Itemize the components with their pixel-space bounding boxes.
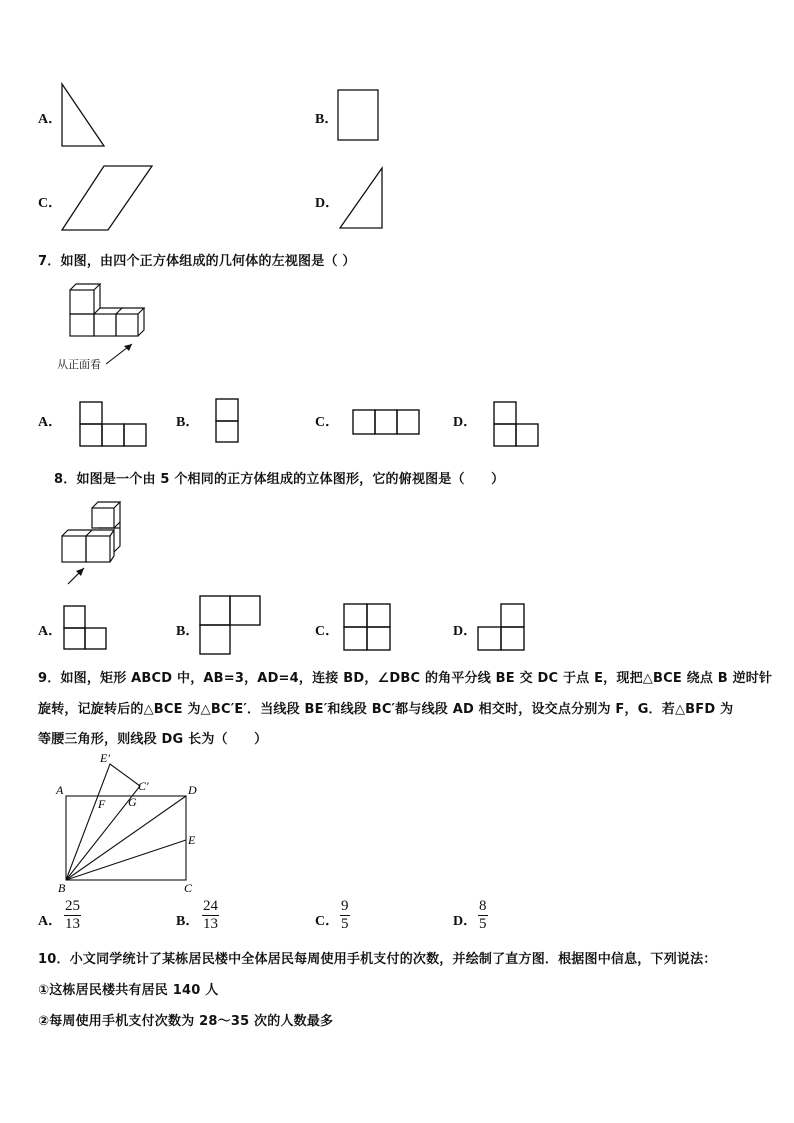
q9-question-line-3: 等腰三角形，则线段 DG 长为（ ） — [38, 732, 268, 747]
q7-option-a-figure — [78, 400, 152, 450]
q7-view-caption: 从正面看 — [57, 358, 101, 371]
q9-option-b-denominator: 13 — [203, 916, 218, 932]
q9-rectangle-figure — [52, 748, 212, 896]
q9-option-c-fraction — [340, 898, 350, 933]
q8-option-d-label: D． — [453, 624, 478, 639]
q9-question-line-1: 9．如图，矩形 ABCD 中，AB=3，AD=4，连接 BD，∠DBC 的角平分线 BE 交 DC 于点 E，现把△BCE 绕点 B 逆时针 — [38, 671, 773, 686]
q7-question-text: 7．如图，由四个正方体组成的几何体的左视图是（ ） — [38, 254, 356, 269]
q7-option-d-label: D． — [453, 415, 478, 430]
q8-option-a-figure — [62, 604, 112, 654]
q9-option-a-numerator: 25 — [65, 898, 80, 914]
q9-option-d-numerator: 8 — [479, 898, 487, 914]
q8-option-b-figure — [198, 594, 264, 656]
q9-label-f: F — [98, 797, 106, 811]
q6-option-a-label: A． — [38, 112, 63, 127]
q7-option-c-figure — [351, 408, 423, 438]
q6-option-c-label: C． — [38, 196, 63, 211]
q6-option-a-figure — [60, 82, 110, 150]
q9-option-c-denominator: 5 — [341, 916, 349, 932]
q9-label-b: B — [58, 881, 66, 895]
q8-solid-figure — [56, 498, 136, 594]
q9-label-g: G — [128, 795, 137, 809]
q9-option-a-denominator: 13 — [65, 916, 80, 932]
q9-label-d: D — [188, 783, 197, 797]
q7-option-a-label: A． — [38, 415, 63, 430]
q10-statement-2: ②每周使用手机支付次数为 28～35 次的人数最多 — [38, 1014, 334, 1029]
q8-option-d-figure — [476, 602, 528, 654]
q9-label-e: E — [188, 833, 196, 847]
q6-option-b-label: B． — [315, 112, 339, 127]
q9-option-a-label: A． — [38, 914, 63, 929]
q6-option-b-figure — [336, 88, 382, 144]
q7-option-c-label: C． — [315, 415, 340, 430]
q6-option-d-figure — [338, 166, 388, 232]
q8-option-a-label: A． — [38, 624, 63, 639]
q9-option-d-denominator: 5 — [479, 916, 487, 932]
q8-option-c-figure — [342, 602, 394, 654]
q9-label-e-prime: E′ — [100, 751, 110, 765]
q7-option-d-figure — [492, 400, 544, 450]
q9-option-b-label: B． — [176, 914, 200, 929]
q7-option-b-label: B． — [176, 415, 200, 430]
q9-option-a-fraction — [64, 898, 81, 933]
q9-question-line-2: 旋转，记旋转后的△BCE 为△BC′E′．当线段 BE′和线段 BC′都与线段 AD 相交时，设交点分别为 F，G．若△BFD 为 — [38, 702, 734, 717]
q8-option-b-label: B． — [176, 624, 200, 639]
q8-option-c-label: C． — [315, 624, 340, 639]
q10-statement-1: ①这栋居民楼共有居民 140 人 — [38, 983, 219, 998]
q9-option-b-fraction — [202, 898, 219, 933]
q9-label-c: C — [184, 881, 193, 895]
q9-option-d-label: D． — [453, 914, 478, 929]
q6-option-d-label: D． — [315, 196, 340, 211]
q7-view-arrow — [104, 340, 138, 366]
q9-option-b-numerator: 24 — [203, 898, 218, 914]
q9-label-a: A — [56, 783, 64, 797]
q9-label-c-prime: C′ — [138, 779, 149, 793]
q10-question-line-1: 10．小文同学统计了某栋居民楼中全体居民每周使用手机支付的次数，并绘制了直方图．根据图中信息，下列说法： — [38, 952, 717, 967]
q9-option-c-label: C． — [315, 914, 340, 929]
q7-option-b-figure — [214, 397, 244, 445]
q9-option-c-numerator: 9 — [341, 898, 349, 914]
q8-question-text: 8．如图是一个由 5 个相同的正方体组成的立体图形，它的俯视图是（ ） — [54, 472, 505, 487]
q9-option-d-fraction — [478, 898, 488, 933]
q6-option-c-figure — [60, 164, 160, 234]
